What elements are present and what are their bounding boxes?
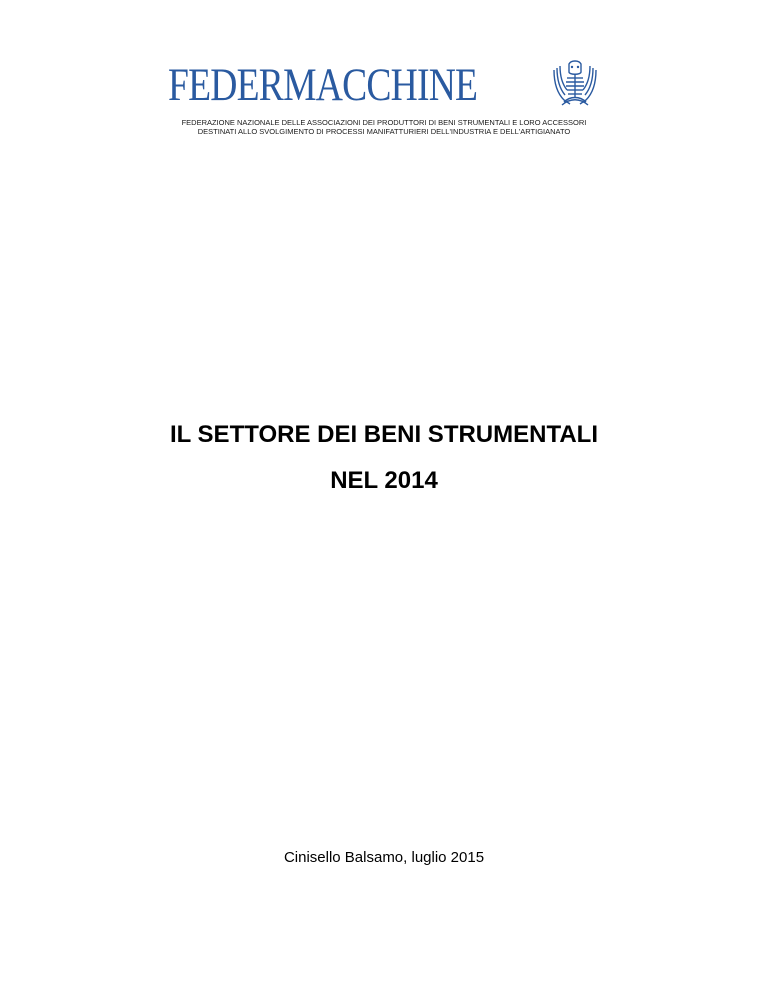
- logo: [168, 60, 608, 110]
- place-and-date: Cinisello Balsamo, luglio 2015: [283, 849, 485, 866]
- confindustria-eagle-icon: [550, 58, 600, 108]
- logo-wordmark: FEDERMACCHINE: [168, 59, 478, 111]
- document-title: IL SETTORE DEI BENI STRUMENTALI: [169, 421, 599, 448]
- federation-description-line2: DESTINATI ALLO SVOLGIMENTO DI PROCESSI MANIFATTURIERI DELL'INDUSTRIA E DELL'ARTIGIANATO: [197, 127, 571, 136]
- document-title-year: NEL 2014: [330, 467, 438, 494]
- federation-description-line1: FEDERAZIONE NAZIONALE DELLE ASSOCIAZIONI DEI PRODUTTORI DI BENI STRUMENTALI E LORO ACCESSORI: [181, 118, 587, 127]
- letterhead: [0, 56, 768, 146]
